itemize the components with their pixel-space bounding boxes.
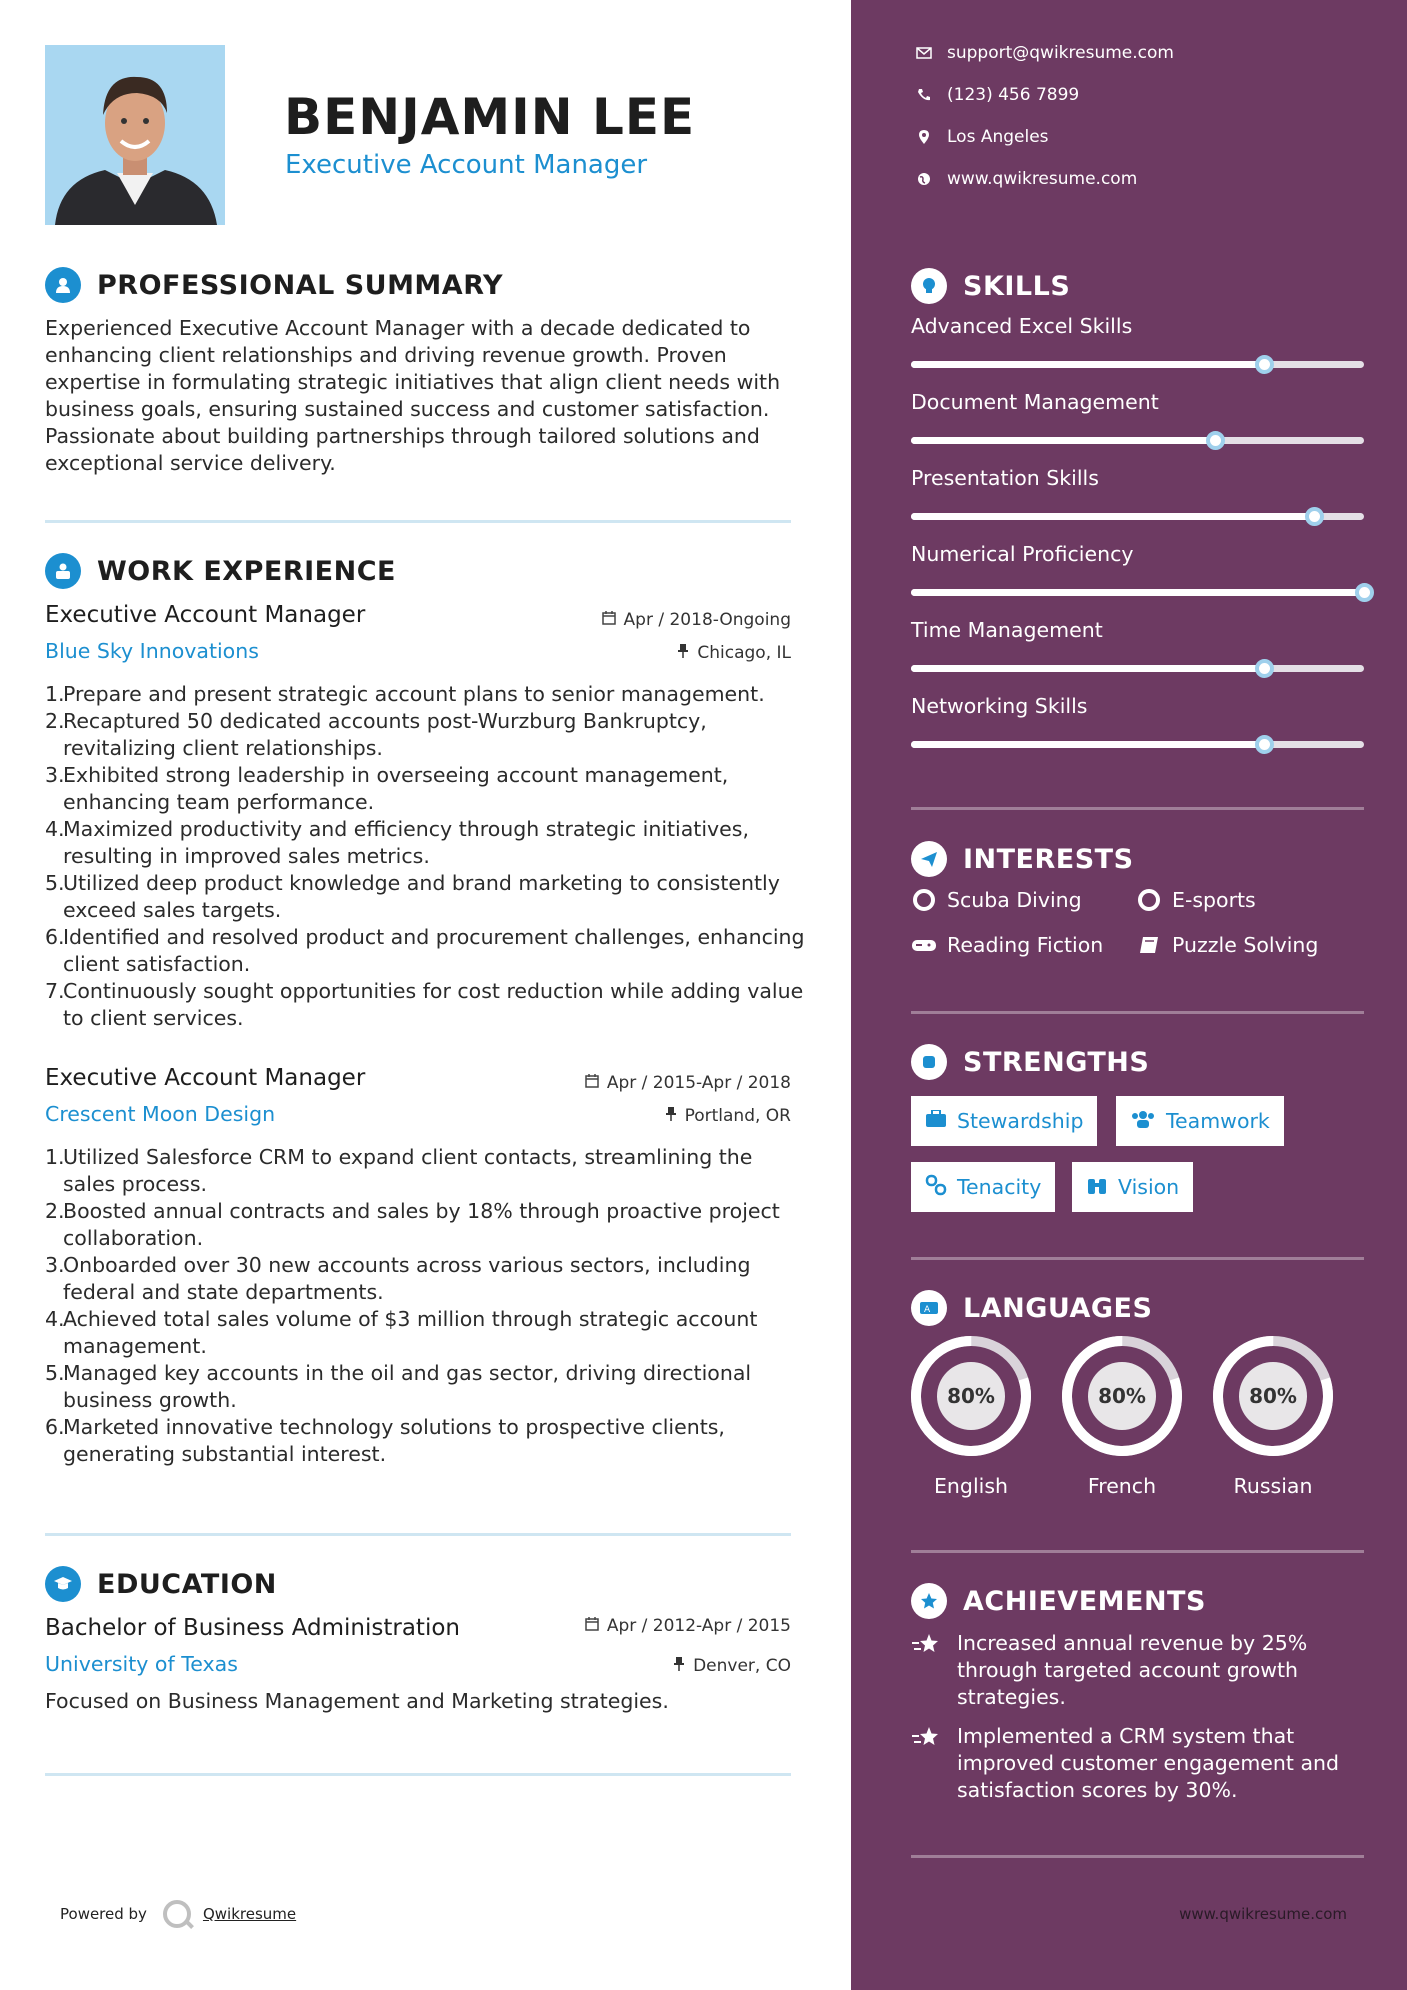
strengths-heading bbox=[911, 1044, 1149, 1080]
list-item: 6. Identified and resolved product and procurement challenges, enhancing client satisfaction. bbox=[45, 925, 805, 976]
job-title: Executive Account Manager bbox=[45, 602, 366, 628]
interests-title: INTERESTS bbox=[963, 843, 1134, 875]
skill-bar-fill bbox=[911, 361, 1264, 368]
education-text: Focused on Business Management and Marketing strategies. bbox=[45, 1689, 669, 1713]
contact-phone[interactable]: (123) 456 7899 bbox=[911, 85, 1079, 105]
list-item: 5. Utilized deep product knowledge and brand marketing to consistently exceed sales targets. bbox=[45, 871, 780, 922]
language-ring bbox=[1211, 1334, 1335, 1458]
brand-link[interactable]: Qwikresume bbox=[202, 1905, 297, 1923]
skill-bar bbox=[911, 437, 1364, 444]
achievements-heading bbox=[911, 1583, 1206, 1619]
skill-label: Time Management bbox=[911, 618, 1103, 642]
pin-icon bbox=[673, 1656, 685, 1676]
divider bbox=[911, 807, 1364, 810]
calendar-icon bbox=[585, 1073, 599, 1093]
skill-bar-fill bbox=[911, 589, 1364, 596]
briefcase-user-icon bbox=[45, 553, 81, 589]
strength-chip: Tenacity bbox=[911, 1162, 1055, 1212]
sidebar bbox=[851, 0, 1407, 1990]
skill-bar-fill bbox=[911, 665, 1264, 672]
languages-title: LANGUAGES bbox=[963, 1292, 1153, 1324]
skill-bar bbox=[911, 589, 1364, 596]
gamepad-icon bbox=[911, 938, 937, 952]
language-ring bbox=[909, 1334, 1033, 1458]
work-title: WORK EXPERIENCE bbox=[97, 555, 396, 587]
skill-label: Advanced Excel Skills bbox=[911, 314, 1133, 338]
language-item bbox=[1211, 1334, 1335, 1498]
skill-bar bbox=[911, 361, 1364, 368]
skill-label: Networking Skills bbox=[911, 694, 1088, 718]
skill-level-knob bbox=[1255, 659, 1274, 678]
star-badge-icon bbox=[911, 1583, 947, 1619]
language-percent: 80% bbox=[1249, 1384, 1297, 1408]
list-item: 4. Maximized productivity and efficiency through strategic initiatives, resulting in improved sales metrics. bbox=[45, 817, 749, 868]
job-duties bbox=[45, 681, 805, 1032]
job-company: Blue Sky Innovations bbox=[45, 639, 259, 663]
skill-level-knob bbox=[1355, 583, 1374, 602]
shooting-star-icon bbox=[911, 1630, 945, 1711]
job-location: Chicago, IL bbox=[677, 643, 791, 663]
skill-label: Document Management bbox=[911, 390, 1159, 414]
list-item: 2. Boosted annual contracts and sales by 18% through proactive project collaboration. bbox=[45, 1199, 780, 1250]
divider bbox=[911, 1011, 1364, 1014]
skill-level-knob bbox=[1305, 507, 1324, 526]
divider bbox=[911, 1855, 1364, 1858]
education-dates: Apr / 2012-Apr / 2015 bbox=[585, 1616, 791, 1636]
language-item bbox=[1060, 1334, 1184, 1498]
skills-title: SKILLS bbox=[963, 270, 1071, 302]
interest-item: E-sports bbox=[1136, 888, 1256, 912]
phone-icon bbox=[911, 88, 937, 102]
skill-label: Numerical Proficiency bbox=[911, 542, 1134, 566]
lifebuoy-icon bbox=[911, 889, 937, 911]
language-name: French bbox=[1087, 1474, 1157, 1498]
list-item: 2. Recaptured 50 dedicated accounts post-Wurzburg Bankruptcy, revitalizing client relationships. bbox=[45, 709, 707, 760]
briefcase-icon bbox=[925, 1109, 947, 1133]
divider bbox=[45, 1773, 791, 1776]
powered-by: Powered by Qwikresume bbox=[60, 1900, 296, 1928]
divider bbox=[911, 1550, 1364, 1553]
list-item: 5. Managed key accounts in the oil and gas sector, driving directional business growth. bbox=[45, 1361, 752, 1412]
qwikresume-logo-icon bbox=[163, 1900, 191, 1928]
interest-item: Scuba Diving bbox=[911, 888, 1082, 912]
skill-level-knob bbox=[1255, 735, 1274, 754]
skill-level-knob bbox=[1206, 431, 1225, 450]
interest-item: Reading Fiction bbox=[911, 933, 1103, 957]
link-icon bbox=[925, 1174, 947, 1201]
language-percent: 80% bbox=[1098, 1384, 1146, 1408]
summary-text: Experienced Executive Account Manager with a decade dedicated to enhancing client relationships and driving revenue growth. Proven expertise in formulating strategic initiatives that align client needs with business goals, ensuring sustained success and customer satisfaction. Passionate about building partnerships through tailored solutions and exceptional service delivery. bbox=[45, 316, 781, 475]
fist-icon bbox=[911, 1044, 947, 1080]
job-location: Portland, OR bbox=[665, 1106, 791, 1126]
skill-bar-fill bbox=[911, 437, 1215, 444]
candidate-name: BENJAMIN LEE bbox=[284, 88, 696, 146]
skill-bar bbox=[911, 741, 1364, 748]
translate-icon bbox=[911, 1290, 947, 1326]
strengths-title: STRENGTHS bbox=[963, 1046, 1150, 1078]
job-duties bbox=[45, 1144, 805, 1468]
list-item: 1. Prepare and present strategic account plans to senior management. bbox=[45, 682, 765, 706]
skill-bar bbox=[911, 665, 1364, 672]
language-name: English bbox=[933, 1474, 1009, 1498]
job-title: Executive Account Manager bbox=[45, 1065, 366, 1091]
skill-level-knob bbox=[1255, 355, 1274, 374]
work-heading bbox=[45, 553, 396, 589]
school: University of Texas bbox=[45, 1652, 238, 1676]
degree: Bachelor of Business Administration bbox=[45, 1615, 460, 1641]
education-location: Denver, CO bbox=[673, 1656, 791, 1676]
language-item bbox=[909, 1334, 1033, 1498]
language-percent: 80% bbox=[947, 1384, 995, 1408]
summary-title: PROFESSIONAL SUMMARY bbox=[97, 269, 504, 301]
job-dates: Apr / 2018-Ongoing bbox=[602, 610, 791, 630]
strength-chip: Vision bbox=[1072, 1162, 1193, 1212]
list-item: 3. Exhibited strong leadership in overseeing account management, enhancing team performance. bbox=[45, 763, 729, 814]
job-company: Crescent Moon Design bbox=[45, 1102, 276, 1126]
skill-bar bbox=[911, 513, 1364, 520]
skill-label: Presentation Skills bbox=[911, 466, 1099, 490]
shooting-star-icon bbox=[911, 1723, 945, 1804]
binoculars-icon bbox=[1086, 1175, 1108, 1200]
lifebuoy-icon bbox=[1136, 889, 1162, 911]
pin-icon bbox=[677, 643, 689, 663]
strength-chip: Stewardship bbox=[911, 1096, 1097, 1146]
graduation-icon bbox=[45, 1566, 81, 1602]
paper-plane-icon bbox=[911, 841, 947, 877]
users-icon bbox=[1130, 1109, 1156, 1133]
list-item: 7. Continuously sought opportunities for cost reduction while adding value to client services. bbox=[45, 979, 804, 1030]
interests-heading bbox=[911, 841, 1134, 877]
language-name: Russian bbox=[1233, 1474, 1313, 1498]
calendar-icon bbox=[602, 610, 616, 630]
job-dates: Apr / 2015-Apr / 2018 bbox=[585, 1073, 791, 1093]
achievements-title: ACHIEVEMENTS bbox=[963, 1585, 1206, 1617]
language-ring bbox=[1060, 1334, 1184, 1458]
list-item: 1. Utilized Salesforce CRM to expand client contacts, streamlining the sales process. bbox=[45, 1145, 753, 1196]
pin-icon bbox=[665, 1106, 677, 1126]
lightbulb-icon bbox=[911, 268, 947, 304]
contact-location: Los Angeles bbox=[911, 127, 1049, 147]
divider bbox=[45, 520, 791, 523]
skill-bar-fill bbox=[911, 741, 1264, 748]
achievement-item: Increased annual revenue by 25% through targeted account growth strategies. bbox=[911, 1630, 1371, 1711]
list-item: 3. Onboarded over 30 new accounts across various sectors, including federal and state departments. bbox=[45, 1253, 751, 1304]
divider bbox=[911, 1257, 1364, 1260]
candidate-role: Executive Account Manager bbox=[285, 150, 648, 180]
globe-icon bbox=[911, 172, 937, 186]
summary-heading bbox=[45, 267, 503, 303]
strength-chip: Teamwork bbox=[1116, 1096, 1284, 1146]
education-title: EDUCATION bbox=[97, 1568, 277, 1600]
achievement-item: Implemented a CRM system that improved customer engagement and satisfaction scores by 30%. bbox=[911, 1723, 1371, 1804]
book-icon bbox=[1136, 936, 1162, 954]
profile-photo bbox=[45, 45, 225, 225]
skill-bar-fill bbox=[911, 513, 1314, 520]
interest-item: Puzzle Solving bbox=[1136, 933, 1318, 957]
languages-heading bbox=[911, 1290, 1152, 1326]
divider bbox=[45, 1533, 791, 1536]
list-item: 6. Marketed innovative technology solutions to prospective clients, generating substantial interest. bbox=[45, 1415, 725, 1466]
map-pin-icon bbox=[911, 130, 937, 144]
contact-email[interactable]: support@qwikresume.com bbox=[911, 43, 1174, 63]
calendar-icon bbox=[585, 1616, 599, 1636]
education-heading bbox=[45, 1566, 277, 1602]
footer-site[interactable]: www.qwikresume.com bbox=[1179, 1905, 1347, 1923]
svg-text:A: A bbox=[924, 1305, 931, 1315]
envelope-icon bbox=[911, 47, 937, 59]
user-icon bbox=[45, 267, 81, 303]
skills-heading bbox=[911, 268, 1070, 304]
list-item: 4. Achieved total sales volume of $3 million through strategic account management. bbox=[45, 1307, 758, 1358]
contact-website[interactable]: www.qwikresume.com bbox=[911, 169, 1137, 189]
